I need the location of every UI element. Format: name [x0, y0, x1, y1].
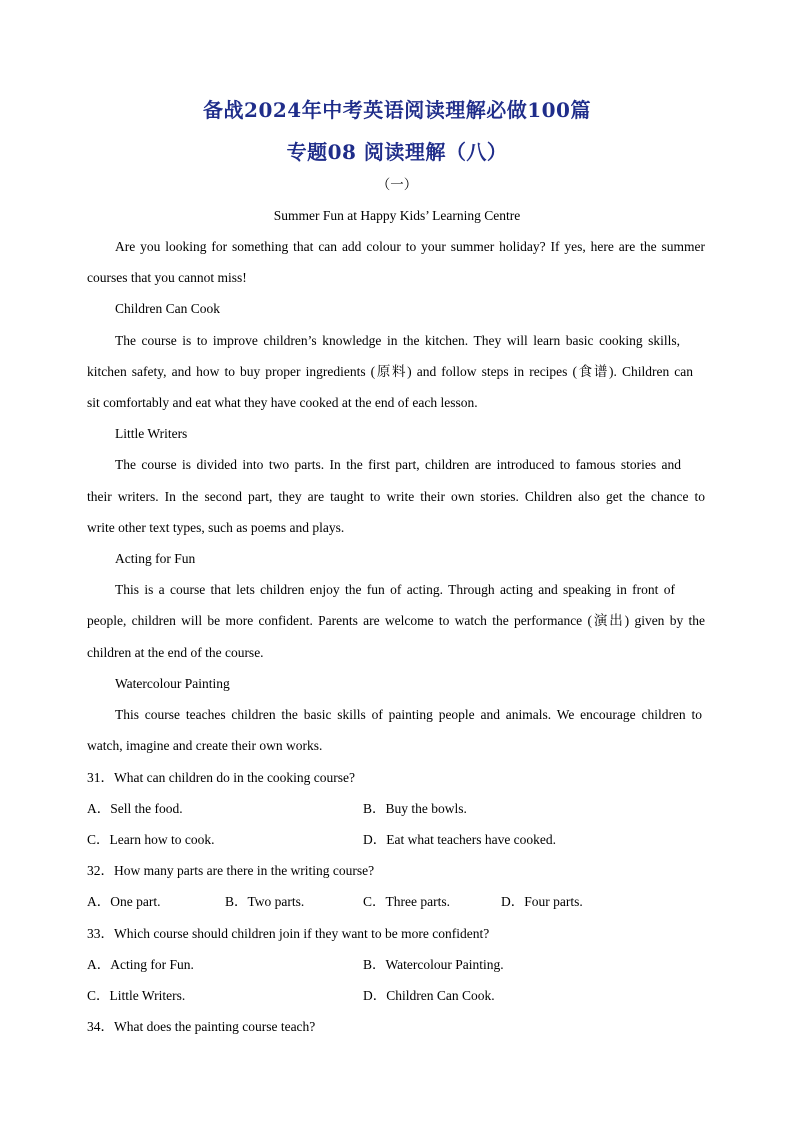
question-33-option-b: B．Watercolour Painting. — [363, 957, 504, 972]
question-32-stem: 32．How many parts are there in the writing course? — [87, 863, 375, 878]
course-title-writers: Little Writers — [115, 426, 188, 441]
question-32-option-c: C．Three parts. — [363, 894, 450, 909]
question-33-option-d: D．Children Can Cook. — [363, 988, 495, 1003]
question-31-option-d: D．Eat what teachers have cooked. — [363, 832, 557, 847]
painting-line-2: watch, imagine and create their own works. — [87, 738, 323, 753]
course-title-acting: Acting for Fun — [115, 551, 196, 566]
writers-line-1: The course is divided into two parts. In the first part, children are introduced to famous stories and — [115, 457, 681, 472]
document-subtitle: 专题08 阅读理解（八） — [286, 140, 508, 164]
painting-line-1: This course teaches children the basic skills of painting people and animals. We encourage children to — [115, 707, 702, 722]
cooking-line-2: kitchen safety, and how to buy proper ingredients (原料) and follow steps in recipes (食谱). Children can — [87, 364, 693, 379]
question-32-option-d: D．Four parts. — [501, 894, 583, 909]
course-title-painting: Watercolour Painting — [115, 676, 230, 691]
section-number: （一） — [376, 177, 418, 192]
question-31-option-b: B．Buy the bowls. — [363, 801, 467, 816]
question-33-option-c: C．Little Writers. — [87, 988, 186, 1003]
acting-line-3: children at the end of the course. — [87, 645, 264, 660]
question-32-option-a: A．One part. — [87, 894, 161, 909]
document-title: 备战2024年中考英语阅读理解必做100篇 — [203, 98, 591, 122]
cooking-line-3: sit comfortably and eat what they have cooked at the end of each lesson. — [87, 395, 478, 410]
question-32-option-b: B．Two parts. — [225, 894, 305, 909]
acting-line-2: people, children will be more confident. Parents are welcome to watch the performance (演出) given by the — [87, 613, 705, 628]
question-31-option-a: A．Sell the food. — [87, 801, 183, 816]
question-31-option-c: C．Learn how to cook. — [87, 832, 215, 847]
passage-title: Summer Fun at Happy Kids’ Learning Centre — [273, 208, 521, 223]
course-title-cooking: Children Can Cook — [115, 301, 220, 316]
writers-line-3: write other text types, such as poems and plays. — [87, 520, 345, 535]
question-34-stem: 34．What does the painting course teach? — [87, 1019, 316, 1034]
question-31-stem: 31．What can children do in the cooking course? — [87, 770, 356, 785]
intro-line-1: Are you looking for something that can add colour to your summer holiday? If yes, here are the summer — [115, 239, 705, 254]
intro-line-2: courses that you cannot miss! — [87, 270, 247, 285]
cooking-line-1: The course is to improve children’s knowledge in the kitchen. They will learn basic cooking skills, — [115, 333, 680, 348]
question-33-option-a: A．Acting for Fun. — [87, 957, 194, 972]
writers-line-2: their writers. In the second part, they are taught to write their own stories. Children also get the chance to — [87, 489, 705, 504]
acting-line-1: This is a course that lets children enjoy the fun of acting. Through acting and speaking in front of — [115, 582, 675, 597]
question-33-stem: 33．Which course should children join if they want to be more confident? — [87, 926, 490, 941]
